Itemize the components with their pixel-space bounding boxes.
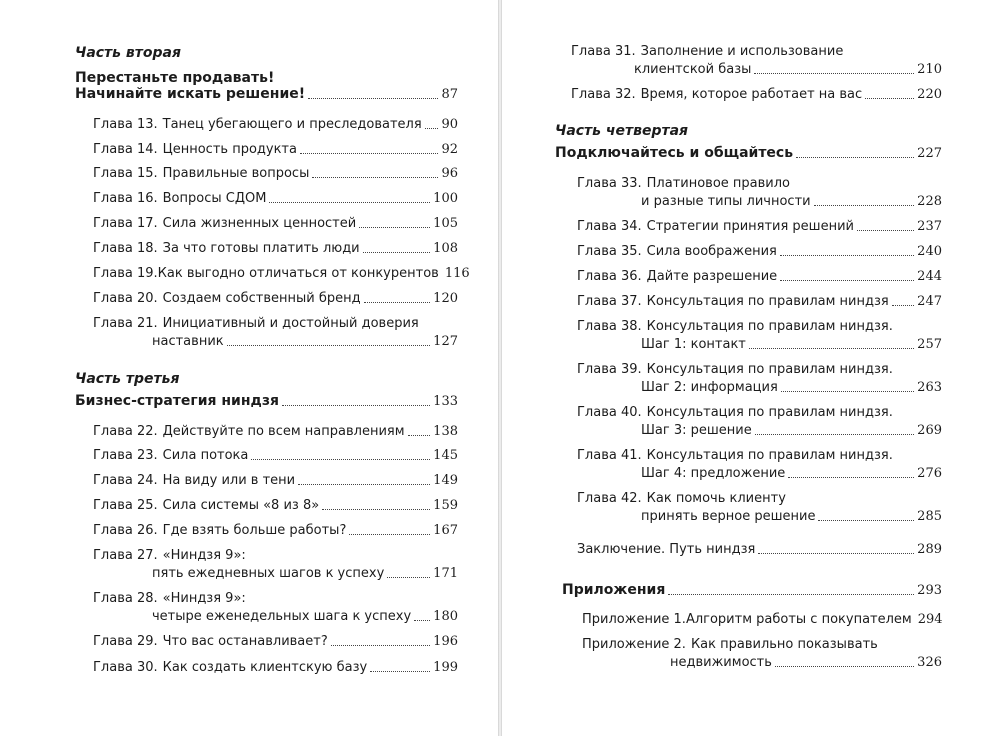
toc-entry[interactable]	[93, 497, 458, 515]
chapter-title: Действуйте по всем направлениям	[162, 424, 405, 439]
page-number: 285	[917, 509, 942, 524]
toc-entry[interactable]	[93, 190, 458, 208]
leader-dots	[775, 666, 914, 667]
leader-dots	[818, 520, 914, 521]
leader-dots	[796, 157, 914, 158]
toc-entry[interactable]	[93, 215, 458, 233]
toc-entry[interactable]	[93, 472, 458, 490]
leader-dots	[425, 128, 439, 129]
toc-entry[interactable]	[75, 85, 458, 104]
chapter-number: Глава 19.	[93, 266, 158, 281]
page-number: 171	[433, 566, 458, 581]
leader-dots	[408, 435, 431, 436]
appendix-number: Приложение 1.	[582, 612, 686, 627]
page-number: 127	[433, 334, 458, 349]
chapter-number: Глава 41.	[577, 448, 642, 463]
chapter-title: Инициативный и достойный доверия	[162, 316, 419, 331]
toc-entry-line1[interactable]	[93, 547, 458, 565]
page-number: 159	[433, 498, 458, 513]
toc-entry-line1[interactable]	[577, 361, 942, 379]
page-number: 180	[433, 609, 458, 624]
chapter-title: Ценность продукта	[162, 142, 297, 157]
chapter-title-continued: Шаг 4: предложение	[641, 466, 786, 481]
toc-entry[interactable]	[562, 581, 942, 600]
page-number: 220	[917, 87, 942, 102]
chapter-number: Глава 23.	[93, 448, 158, 463]
toc-entry[interactable]	[75, 392, 458, 411]
part-title-line2: Начинайте искать решение!	[75, 86, 306, 102]
toc-entry-line1[interactable]	[577, 404, 942, 422]
chapter-number: Глава 13.	[93, 117, 158, 132]
chapter-number: Глава 15.	[93, 166, 158, 181]
chapter-title-continued: Шаг 3: решение	[641, 423, 752, 438]
leader-dots	[414, 620, 430, 621]
chapter-number: Глава 32.	[571, 87, 636, 102]
chapter-number: Глава 40.	[577, 405, 642, 420]
chapter-number: Глава 35.	[577, 244, 642, 259]
chapter-number: Глава 33.	[577, 176, 642, 191]
chapter-number: Глава 37.	[577, 294, 642, 309]
page-number: 293	[917, 583, 942, 598]
chapter-number: Глава 20.	[93, 291, 158, 306]
chapter-title: Время, которое работает на вас	[640, 87, 863, 102]
toc-entry[interactable]	[571, 86, 942, 104]
leader-dots	[857, 230, 914, 231]
chapter-title: Создаем собственный бренд	[162, 291, 361, 306]
leader-dots	[364, 302, 431, 303]
chapter-title-continued: клиентской базы	[634, 62, 752, 77]
chapter-title: Где взять больше работы?	[162, 523, 347, 538]
part-title: Перестаньте продавать!	[75, 70, 275, 86]
chapter-title-continued: Шаг 1: контакт	[641, 337, 746, 352]
chapter-title: Стратегии принятия решений	[646, 219, 854, 234]
chapter-title: Как помочь клиенту	[646, 491, 786, 506]
leader-dots	[754, 73, 914, 74]
page-number: 257	[917, 337, 942, 352]
page-number: 247	[917, 294, 942, 309]
chapter-title-continued: пять ежедневных шагов к успеху	[152, 566, 385, 581]
page-number: 240	[917, 244, 942, 259]
chapter-number: Глава 36.	[577, 269, 642, 284]
chapter-number: Глава 24.	[93, 473, 158, 488]
chapter-number: Глава 26.	[93, 523, 158, 538]
part-label: Часть вторая	[75, 45, 181, 61]
toc-entry-line2[interactable]	[641, 508, 942, 526]
leader-dots	[370, 671, 430, 672]
page-number: 210	[917, 62, 942, 77]
toc-entry[interactable]	[555, 144, 942, 163]
chapter-number: Глава 30.	[93, 660, 158, 675]
chapter-title: Сила жизненных ценностей	[162, 216, 357, 231]
page-number: 167	[433, 523, 458, 538]
page-number: 105	[433, 216, 458, 231]
page-number: 199	[433, 660, 458, 675]
leader-dots	[331, 645, 430, 646]
toc-entry-line1[interactable]	[577, 318, 942, 336]
part-label: Часть четвертая	[555, 123, 689, 139]
leader-dots	[251, 459, 430, 460]
leader-dots	[758, 553, 914, 554]
appendix-item-title-continued: недвижимость	[670, 655, 772, 670]
leader-dots	[892, 305, 914, 306]
chapter-title-continued: и разные типы личности	[641, 194, 811, 209]
chapter-number: Глава 39.	[577, 362, 642, 377]
toc-entry-line2[interactable]	[152, 333, 458, 351]
page-number: 326	[917, 655, 942, 670]
chapter-title: Консультация по правилам ниндзя.	[646, 448, 893, 463]
leader-dots	[298, 484, 430, 485]
leader-dots	[780, 255, 914, 256]
page-number: 138	[433, 424, 458, 439]
chapter-number: Глава 16.	[93, 191, 158, 206]
toc-entry[interactable]	[93, 240, 458, 258]
page-number: 294	[917, 612, 943, 627]
leader-dots	[865, 98, 914, 99]
toc-entry-line2[interactable]	[152, 565, 458, 583]
chapter-title-continued: принять верное решение	[641, 509, 816, 524]
toc-entry-line1[interactable]	[93, 315, 458, 333]
chapter-number: Глава 27.	[93, 548, 158, 563]
chapter-title: Консультация по правилам ниндзя.	[646, 405, 893, 420]
toc-entry-line1[interactable]	[577, 447, 942, 465]
chapter-title-continued: Шаг 2: информация	[641, 380, 778, 395]
chapter-title: Вопросы СДОМ	[162, 191, 267, 206]
toc-entry[interactable]	[93, 265, 470, 283]
page-number: 108	[433, 241, 458, 256]
leader-dots	[668, 594, 914, 595]
chapter-title: Сила системы «8 из 8»	[162, 498, 320, 513]
page-number: 227	[917, 146, 942, 161]
appendix-item-title: Алгоритм работы с покупателем	[685, 612, 912, 627]
chapter-number: Глава 38.	[577, 319, 642, 334]
chapter-title-continued: четыре еженедельных шага к успеху	[152, 609, 412, 624]
chapter-title: На виду или в тени	[162, 473, 296, 488]
toc-entry-line1[interactable]	[582, 636, 942, 654]
toc-entry[interactable]	[577, 268, 942, 286]
chapter-title-continued: наставник	[152, 334, 224, 349]
toc-entry-line2[interactable]	[152, 608, 458, 626]
toc-entry-line1[interactable]	[577, 490, 942, 508]
chapter-title: Сила воображения	[646, 244, 777, 259]
leader-dots	[781, 391, 914, 392]
toc-entry[interactable]	[93, 522, 458, 540]
chapter-number: Глава 31.	[571, 44, 636, 59]
toc-entry-line2[interactable]	[634, 61, 942, 79]
chapter-title: Как выгодно отличаться от конкурентов	[157, 266, 439, 281]
chapter-number: Глава 25.	[93, 498, 158, 513]
part-title: Бизнес-стратегия ниндзя	[75, 393, 279, 409]
chapter-title: Как создать клиентскую базу	[162, 660, 368, 675]
toc-entry-line2[interactable]	[641, 379, 942, 397]
page-number: 87	[441, 87, 458, 102]
toc-entry[interactable]	[93, 423, 458, 441]
chapter-title: Консультация по правилам ниндзя.	[646, 319, 893, 334]
chapter-title: За что готовы платить люди	[162, 241, 360, 256]
chapter-title: Сила потока	[162, 448, 249, 463]
toc-entry[interactable]	[93, 447, 458, 465]
toc-entry[interactable]	[93, 116, 458, 134]
toc-entry[interactable]	[577, 541, 942, 559]
toc-entry[interactable]	[93, 141, 458, 159]
chapter-number: Глава 22.	[93, 424, 158, 439]
toc-entry-line2[interactable]	[641, 465, 942, 483]
toc-entry-line2[interactable]	[641, 336, 942, 354]
chapter-number: Глава 17.	[93, 216, 158, 231]
page-number: 196	[433, 634, 458, 649]
leader-dots	[359, 227, 430, 228]
chapter-title: «Ниндзя 9»:	[162, 548, 246, 563]
leader-dots	[814, 205, 915, 206]
toc-entry-line2[interactable]	[670, 654, 942, 672]
chapter-title: Консультация по правилам ниндзя.	[646, 362, 893, 377]
toc-entry-line1[interactable]	[93, 590, 458, 608]
page-number: 276	[917, 466, 942, 481]
chapter-number: Глава 29.	[93, 634, 158, 649]
page-number: 120	[433, 291, 458, 306]
page-number: 228	[917, 194, 942, 209]
leader-dots	[363, 252, 431, 253]
toc-entry[interactable]	[582, 611, 942, 629]
page-number: 116	[444, 266, 470, 281]
page-number: 100	[433, 191, 458, 206]
toc-entry[interactable]	[93, 633, 458, 651]
conclusion-title: Заключение. Путь ниндзя	[577, 542, 756, 557]
chapter-title: Правильные вопросы	[162, 166, 310, 181]
leader-dots	[308, 98, 438, 99]
left-page	[0, 0, 498, 736]
toc-entry[interactable]	[577, 243, 942, 261]
toc-entry-line1[interactable]	[571, 43, 942, 61]
part-label: Часть третья	[75, 371, 180, 387]
chapter-title: Танец убегающего и преследователя	[162, 117, 422, 132]
page-number: 237	[917, 219, 942, 234]
leader-dots	[269, 202, 430, 203]
chapter-number: Глава 34.	[577, 219, 642, 234]
chapter-number: Глава 42.	[577, 491, 642, 506]
page-number: 289	[917, 542, 942, 557]
leader-dots	[749, 348, 914, 349]
appendix-number: Приложение 2.	[582, 637, 686, 652]
toc-entry-line1[interactable]	[577, 175, 942, 193]
chapter-number: Глава 28.	[93, 591, 158, 606]
toc-entry[interactable]	[93, 165, 458, 183]
leader-dots	[349, 534, 430, 535]
toc-entry[interactable]	[93, 659, 458, 677]
page-number: 92	[441, 142, 458, 157]
toc-entry[interactable]	[577, 293, 942, 311]
page-number: 96	[441, 166, 458, 181]
page-number: 133	[433, 394, 458, 409]
chapter-title: Дайте разрешение	[646, 269, 778, 284]
chapter-title: Что вас останавливает?	[162, 634, 328, 649]
leader-dots	[755, 434, 914, 435]
page-number: 269	[917, 423, 942, 438]
chapter-number: Глава 14.	[93, 142, 158, 157]
page-number: 149	[433, 473, 458, 488]
appendix-title: Приложения	[562, 582, 666, 598]
toc-entry[interactable]	[577, 218, 942, 236]
page-number: 90	[441, 117, 458, 132]
leader-dots	[227, 345, 431, 346]
page-number: 263	[917, 380, 942, 395]
chapter-number: Глава 18.	[93, 241, 158, 256]
toc-entry-line2[interactable]	[641, 193, 942, 211]
leader-dots	[387, 577, 430, 578]
leader-dots	[282, 405, 430, 406]
leader-dots	[780, 280, 914, 281]
page-number: 145	[433, 448, 458, 463]
leader-dots	[788, 477, 914, 478]
chapter-title: Платиновое правило	[646, 176, 791, 191]
chapter-title: «Ниндзя 9»:	[162, 591, 246, 606]
chapter-number: Глава 21.	[93, 316, 158, 331]
toc-entry-line2[interactable]	[641, 422, 942, 440]
page-number: 244	[917, 269, 942, 284]
leader-dots	[322, 509, 430, 510]
right-page	[502, 0, 1000, 736]
appendix-item-title: Как правильно показывать	[690, 637, 878, 652]
toc-entry[interactable]	[93, 290, 458, 308]
leader-dots	[312, 177, 438, 178]
chapter-title: Консультация по правилам ниндзя	[646, 294, 889, 309]
leader-dots	[300, 153, 438, 154]
chapter-title: Заполнение и использование	[640, 44, 844, 59]
part-title: Подключайтесь и общайтесь	[555, 145, 794, 161]
